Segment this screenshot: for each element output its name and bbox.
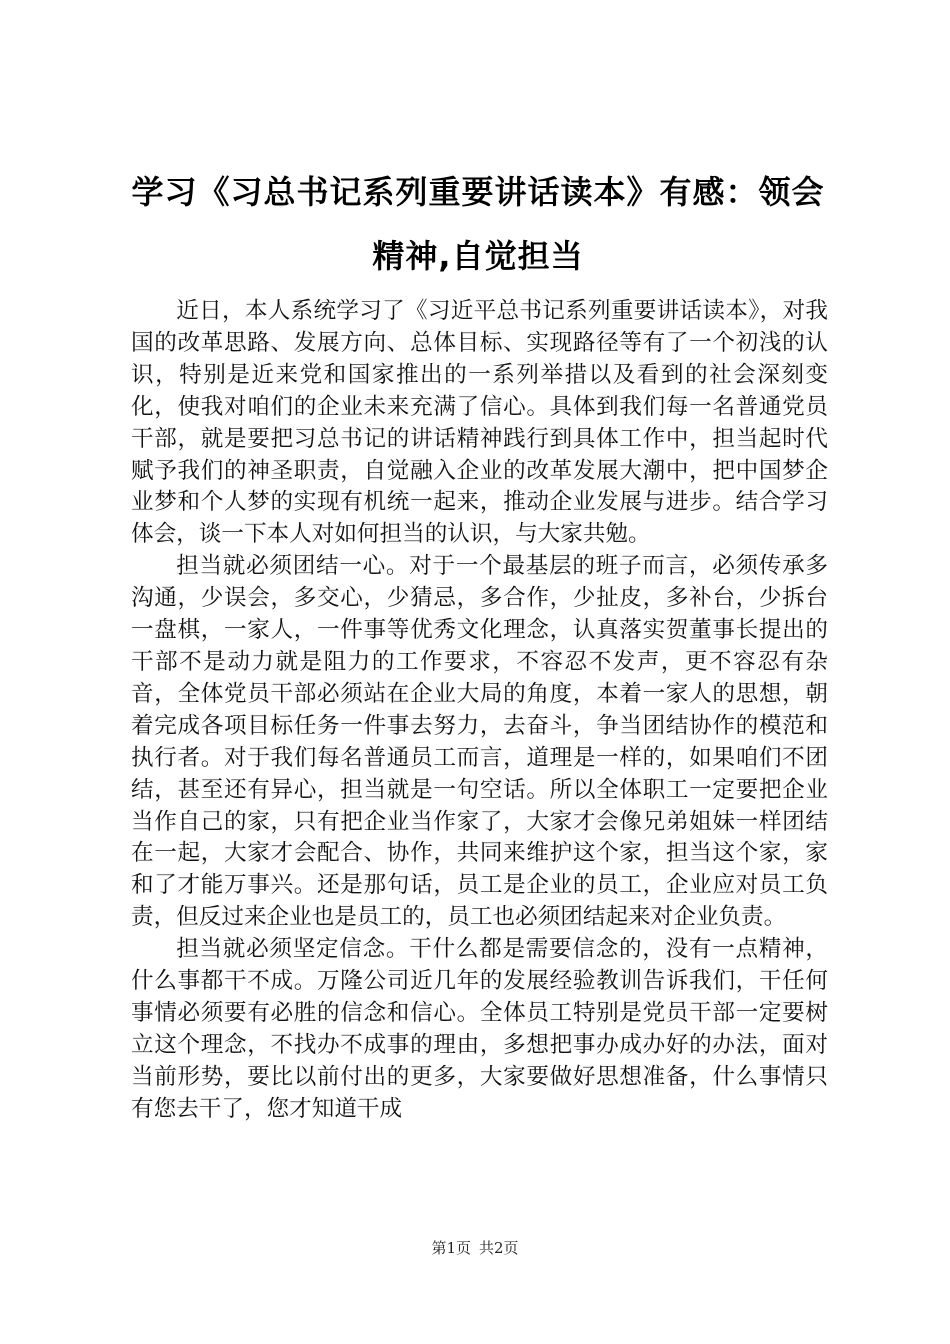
paragraph: 近日，本人系统学习了《习近平总书记系列重要讲话读本》，对我国的改革思路、发展方向、总体目标、实现路径等有了一个初浅的认识，特别是近来党和国家推出的一系列举措以及看到的社会深刻变化，使我对咱们的企业未来充满了信心。具体到我们每一名普通党员干部，就是要把习总书记的讲话精神践行到具体工作中，担当起时代赋予我们的神圣职责，自觉融入企业的改革发展大潮中，把中国梦企业梦和个人梦的实现有机统一起来，推动企业发展与进步。结合学习体会，谈一下本人对如何担当的认识，与大家共勉。	[131, 298, 828, 548]
page-footer	[0, 1238, 950, 1258]
page-number: 第1页	[431, 1239, 471, 1257]
document-title: 学习《习总书记系列重要讲话读本》有感：领会精神,自觉担当	[131, 173, 825, 275]
paragraph: 担当就必须坚定信念。干什么都是需要信念的，没有一点精神，什么事都干不成。万隆公司近几年的发展经验教训告诉我们，干任何事情必须要有必胜的信念和信心。全体员工特别是党员干部一定要树立这个理念，不找办不成事的理由，多想把事办成办好的办法，面对当前形势，要比以前付出的更多，大家要做好思想准备，什么事情只有您去干了，您才知道干成	[131, 936, 828, 1122]
page-total: 共2页	[479, 1239, 519, 1257]
document-body	[131, 296, 828, 1126]
paragraph: 担当就必须团结一心。对于一个最基层的班子而言，必须传承多沟通，少误会，多交心，少猜忌，多合作，少扯皮，多补台，少拆台一盘棋，一家人，一件事等优秀文化理念，认真落实贺董事长提出的干部不是动力就是阻力的工作要求，不容忍不发声，更不容忍有杂音，全体党员干部必须站在企业大局的角度，本着一家人的思想，朝着完成各项目标任务一件事去努力，去奋斗，争当团结协作的模范和执行者。对于我们每名普通员工而言，道理是一样的，如果咱们不团结，甚至还有异心，担当就是一句空话。所以全体职工一定要把企业当作自己的家，只有把企业当作家了，大家才会像兄弟姐妹一样团结在一起，大家才会配合、协作，共同来维护这个家，担当这个家，家和了才能万事兴。还是那句话，员工是企业的员工，企业应对员工负责，但反过来企业也是员工的，员工也必须团结起来对企业负责。	[131, 553, 828, 931]
